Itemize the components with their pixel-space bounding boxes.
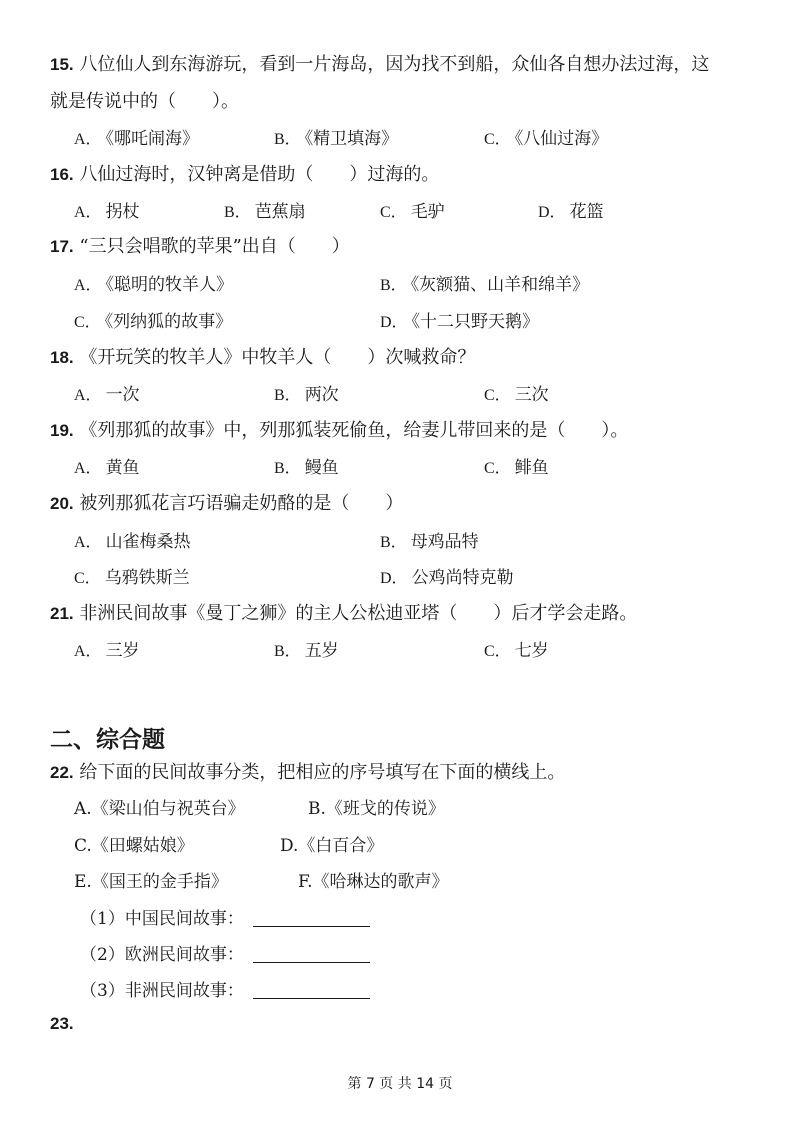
option-20-a[interactable]: A． 山雀梅桑热 [74,532,191,552]
question-number: 23. [50,1014,74,1033]
question-22 [50,758,565,784]
question-16 [50,160,439,186]
question-text: 八位仙人到东海游玩，看到一片海岛，因为找不到船，众仙各自想办法过海，这 [79,54,710,75]
option-15-b[interactable]: B． 《精卫填海》 [274,129,399,149]
question-text: 《开玩笑的牧羊人》中牧羊人（ ）次喊救命？ [79,347,476,368]
option-16-b[interactable]: B． 芭蕉扇 [224,202,306,222]
option-20-b[interactable]: B． 母鸡品特 [380,532,479,552]
option-17-b[interactable]: B． 《灰额猫、山羊和绵羊》 [380,275,590,295]
question-number: 18. [50,348,74,367]
question-number: 20. [50,494,74,513]
fill-label-china: （1）中国民间故事： [80,909,244,929]
option-17-a[interactable]: A． 《聪明的牧羊人》 [74,275,234,295]
option-19-c[interactable]: C． 鲱鱼 [484,458,549,478]
question-number: 15. [50,55,74,74]
section-title: 二、综合题 [50,727,165,753]
option-21-a[interactable]: A． 三岁 [74,641,140,661]
question-15 [50,50,709,76]
question-text: 《列那狐的故事》中，列那狐装死偷鱼，给妻儿带回来的是（ ）。 [79,420,629,441]
option-18-b[interactable]: B． 两次 [274,385,339,405]
answer-blank-europe[interactable] [253,962,370,963]
question-text: 给下面的民间故事分类，把相应的序号填写在下面的横线上。 [79,762,566,783]
answer-blank-china[interactable] [253,926,370,927]
option-16-d[interactable]: D． 花篮 [538,202,604,222]
option-15-c[interactable]: C． 《八仙过海》 [484,129,609,149]
question-20 [50,489,403,515]
question-17 [50,232,350,258]
question-text: 被列那狐花言巧语骗走奶酪的是（ ） [79,493,404,514]
option-17-c[interactable]: C． 《列纳狐的故事》 [74,312,233,332]
option-21-b[interactable]: B． 五岁 [274,641,339,661]
option-16-a[interactable]: A． 拐杖 [74,202,140,222]
option-21-c[interactable]: C． 七岁 [484,641,549,661]
question-number: 21. [50,604,74,623]
option-18-c[interactable]: C． 三次 [484,385,549,405]
fill-label-africa: （3）非洲民间故事： [80,981,244,1001]
question-19 [50,416,628,442]
option-20-c[interactable]: C． 乌鸦铁斯兰 [74,568,190,588]
option-18-a[interactable]: A． 一次 [74,385,140,405]
question-text: 八仙过海时，汉钟离是借助（ ）过海的。 [79,164,440,185]
question-number: 16. [50,165,74,184]
page-footer: 第 7 页 共 14 页 [347,1076,453,1092]
option-19-b[interactable]: B． 鳗鱼 [274,458,339,478]
question-15-continued: 就是传说中的（ ）。 [50,91,239,112]
option-15-a[interactable]: A． 《哪吒闹海》 [74,129,200,149]
question-18 [50,343,475,369]
question-number: 17. [50,237,74,256]
story-item-a: A.《梁山伯与祝英台》 [74,799,245,819]
story-item-f: F.《哈琳达的歌声》 [298,872,449,892]
story-item-e: E.《国王的金手指》 [74,872,228,892]
option-17-d[interactable]: D． 《十二只野天鹅》 [380,312,540,332]
story-item-b: B.《班戈的传说》 [308,799,445,819]
question-number: 19. [50,421,74,440]
option-20-d[interactable]: D． 公鸡尚特克勒 [380,568,514,588]
question-number: 22. [50,763,74,782]
question-21 [50,599,637,625]
fill-label-europe: （2）欧洲民间故事： [80,945,244,965]
option-16-c[interactable]: C． 毛驴 [380,202,445,222]
question-text: 非洲民间故事《曼丁之狮》的主人公松迪亚塔（ ）后才学会走路。 [79,603,638,624]
story-item-d: D.《白百合》 [280,836,384,856]
answer-blank-africa[interactable] [253,998,370,999]
story-item-c: C.《田螺姑娘》 [74,836,194,856]
question-23 [50,1013,74,1034]
question-text: “三只会唱歌的苹果”出自（ ） [79,236,350,257]
option-19-a[interactable]: A． 黄鱼 [74,458,140,478]
